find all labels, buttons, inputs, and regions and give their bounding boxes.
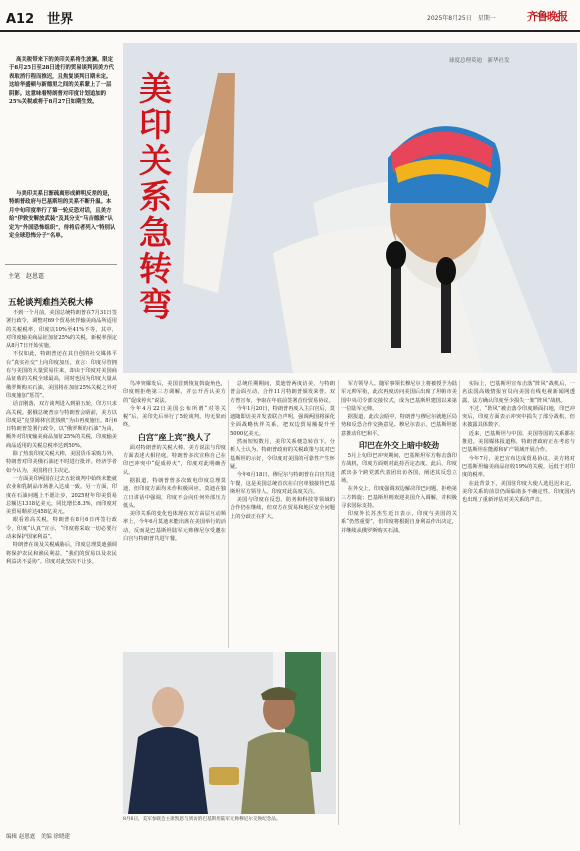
col3-para: 然而短短数月，美印关系便急转直下。分析人士认为，特朗普政府的关税政策与其对巴基斯坦的示好，令印度对美国的可靠性产生怀疑。 [230,439,335,470]
column-rule [228,380,229,648]
page-number: A12 世界 [6,12,74,27]
editor-note-para-2: 与美印关系日渐疏离形成鲜明反差的是，特朗普政府与巴基斯坦的关系不断升温。本月中旬印度举行了第一轮反恐对话，且美方给“伊敦安解放武装”及其分支“马吉德旅”认定为“外国恐怖组织”，待将后者列入“特别认定全球恐怖分子”名单。 [9,191,116,240]
article-col-1 [6,309,117,827]
col1-para: 一方面美印两国在过去五轮谈判中始终未能就农业和乳制品市场准入达成一致。另一方面，印度在石油问题上不愿让步，2025财年印美贸易总额达1318亿美元，同比增长8.3%，而印度对美贸易顺差达458亿美元。 [6,475,117,516]
col4-para: 军方领导人。随军事领长穆尼尔上将被授予为陆军元帅军衔，此次再度访问美国后出席了坦帕市美国中央司令部交接仪式，成为巴基斯坦建国以来第一位陆军元帅。 [341,381,457,412]
col5-para: 今年7月，美巴宣布达成贸易协议，美方将对巴基斯坦输美商品征收19%的关税，远低于对印度的税率。 [462,455,575,479]
article-col-3 [230,380,335,648]
col4-para: 据报道，此次会晤中，特朗普与穆尼尔就地区局势和反恐合作交换意见。穆尼尔表示，巴基斯坦愿意推动印巴和平。 [341,414,457,437]
meeting-photo [123,652,336,814]
col4-para: 在外交上，印度强调双边解决印巴问题，拒绝第三方斡旋；巴基斯坦则欢迎美国介入调解，并积极寻求国际支持。 [341,486,457,509]
col1-para: 不到一个月前，美国总统特朗普在7月31日签署行政令，调整对69个贸易伙伴输美商品所适用的关税税率，印度以10%至41%不等，其中，对印度输美商品征加征25%的关税。新税率预定从8月7日开始实施。 [6,310,117,350]
col5-para: 近来，巴基斯坦与中国、美国等国的关系都在推进。美国媒体报道称，特朗普政府正在考虑与巴基斯坦在能源和矿产领域开展合作。 [462,430,575,454]
subhead-3: 印巴在外交上暗中较劲 [359,440,439,451]
officers-photo [123,652,336,814]
subhead-2: 白宫“座上宾”换人了 [137,431,212,442]
col2-para: 据报道，特朗普曾多次致电印度总理莫迪，但印度方面均未作积极回应。莫迪在独立日讲话中强调，印度不会向任何外部压力低头。 [123,477,226,509]
col2-para: 今年4月22日美国公布所谓“对等关税”后，美印先后举行了5轮谈判，均无果而终。 [123,405,226,429]
col5-para: 实际上，巴基斯坦宣布击落“阵风”战机后，一名法国高级情报官员向美国有线电视新闻网透露，法方确认印度至少损失一架“阵风”战机。 [462,381,575,404]
col1-para: 眼看着高关税，特朗普在8月6日再签行政令，印度“认真”宣示，“印度将采取一切必要行动来保护国家利益”。 [6,517,117,541]
article-col-5 [462,380,575,825]
article-col-4 [341,380,457,825]
col3-para: 今年1月20日，特朗普再度入主白宫后，莫迪随即访美并发表联合声明，强调两国将深化全面战略伙伴关系，把双边贸易额提升至5000亿美元。 [230,405,335,437]
headline: 美印关系急转弯 [139,69,172,324]
hero-photo [123,43,577,373]
col3-para: 今年6月18日，穆尼尔与特朗普在白宫共进午餐，这是美国总统首次在白宫单独接待巴基斯坦军方领导人。印度对此高度关注。 [230,472,335,495]
newspaper-logo: 齐鲁晚报 [527,10,567,23]
editor-note-para-1: 高关税带来下的美印关系将生波澜。限定于8月25日至28日进行的贸易谈判因美方代表取消行程而推迟，且焦复谈判日期未定。这给华盛顿与新德里之间的关系蒙上了一层阴影。这意味着特朗普对印度计划追加的25%关税或将于8月27日如期生效。 [9,57,115,106]
photo-caption: 8月6日，美军参联会主席凯恩与到访的巴基斯坦陆军元帅穆尼尔交换纪念品。 [123,817,281,822]
column-rule [338,380,339,825]
col5-para: 在此背景下，美国驻印度大使人选迟迟未定，美印关系的前景仍面临诸多不确定性。印度国内也出现了重新评估对美关系的声音。 [462,480,575,504]
byline: 主笔 赵恩霆 [8,273,45,280]
col5-para: 不过，“阵风”被击落令印度颜面扫地，印巴冲突后，印度方面表示冲突中损失了部分战机，但未披露具体数字。 [462,405,575,429]
col2-para: 鸟冲突爆发后，美国首到恢复斡旋角色，印度则拒绝第三方调解，并公开否认美方的“促成停火”说法。 [123,381,226,404]
photo-credit: 球度总理莫迪 新华社发 [449,58,510,64]
page-footer: 编辑 赵恩霆 美编 徐晓建 [6,834,70,840]
col4-para: 5月上旬印巴冲突期间，巴基斯坦军方称击落印方战机，印度方面则对此持否定态度。此后，印度派出多个跨党派代表团出访各国，阐述其反恐立场。 [341,453,457,484]
col2-para: 美印关系的变化也体现在双方高层互动频率上，今年6月莫迪未能出席在美国举行的活动，反而是巴基斯坦陆军元帅穆尼尔受邀在白宫与特朗普共进午餐。 [123,511,226,543]
modi-photo [123,43,577,373]
editor-note [5,42,117,265]
col1-para: 特朗普在谈及关税威胁后，印度总理莫迪强调将保护农民和渔民利益，“我们的贸易以及农民利益决不妥协”。印度对此坚决不让步。 [6,542,117,565]
col1-para: 话音刚落，双方谈判进入到第五轮，印方只求高关税。据俄总统普京与特朗普会晤前，美方以印度是“克里姆林宫洗钱机”为由再度施压。8月6日特朗普签署行政令，以“俄罗斯的石油”为由，额外对印度输美商品加征25%的关税，印度输美商品适用的关税总税率达到50%。 [6,401,117,449]
subhead-1: 五轮谈判难挡关税大棒 [8,298,94,308]
col3-para: 总统任期期间，莫迪曾两度访美，与特朗普会面互动，合作11月特朗普颁发荣誉。双方曾宣布，争取在年底前签署首份贸易协议。 [230,381,335,404]
col2-para: 面对特朗普的关税大棒，美方说法与印度方面表述大相径庭。特朗普多次宣称自己在印巴冲突中“促成停火”，印度对此明确否认。 [123,444,226,476]
col3-para: 美国与印度在反恐、防务和科技等领域的合作仍在继续，但双方在贸易和地区安全问题上的分歧正在扩大。 [230,497,335,520]
col1-para: 不仅如此，特朗普还在其自创的社交媒体平台“真实社交”上向印度加压，直言：印度尽管拥有与美国的大量贸易往来，却由于印度对美国商品征收的关税全球最高，同时也因为印度大量从俄罗斯购买石油，美国将在加征25%关税之外对印度施加“惩罚”。 [6,351,117,399]
col4-para: 印度外长苏杰生近日表示，印度与美国的关系“仍然重要”，但印度将根据自身利益作出决定，并继续从俄罗斯购买石油。 [341,511,457,534]
issue-date: 2025年8月25日 星期一 [427,15,496,22]
col1-para: 除了热衷印度关税大棒，美国货币采购力外，特朗普对印美俄石油还不时进行批评。经济学者如今认为，美国将自主决定。 [6,451,117,474]
page-header [0,0,580,32]
article-col-2 [123,380,226,648]
column-rule [459,380,460,825]
